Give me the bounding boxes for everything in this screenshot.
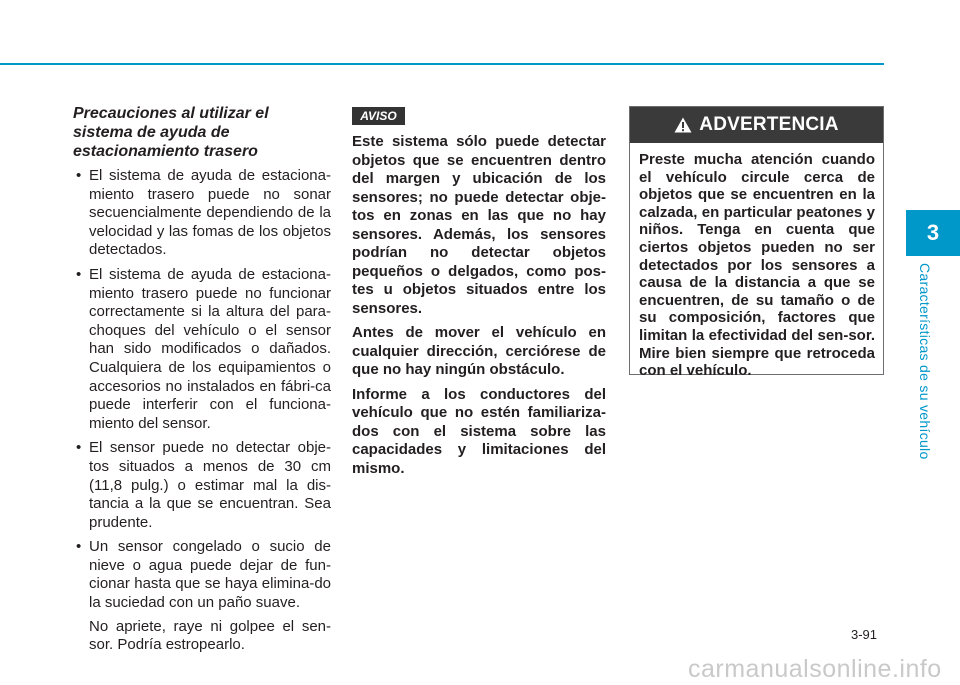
list-item <box>73 439 331 532</box>
list-item <box>73 538 331 655</box>
section-title: Precauciones al utilizar el sistema de ayuda de estacionamiento trasero <box>73 105 269 160</box>
aviso-notice <box>352 133 606 484</box>
warning-text: Preste mucha atención cuando el vehículo circule cerca de objetos que se encuentren en la calzada, en particular peatones y niños. Tenga en cuenta que ciertos objetos pueden no ser detectados por los sensores a causa de la distancia a que se encuentren, de su tamaño o de su composición, factores que limitan la efectividad del sen-sor. Mire bien siempre que retroceda con el vehículo. <box>639 151 875 380</box>
aviso-paragraph: Antes de mover el vehículo en cualquier dirección, cerciórese de que no hay ningún obstáculo. <box>352 324 606 378</box>
warning-title: ADVERTENCIA <box>699 114 839 135</box>
list-item <box>73 167 331 260</box>
header-rule <box>0 63 884 65</box>
precaution-list <box>73 167 331 655</box>
aviso-paragraph: Este sistema sólo puede detectar objetos que se encuentren dentro del margen y ubicación de los sensores; no puede detectar obje-tos en zonas en las que no hay sensores. Además, los sensores podrían no detectar objetos pequeños o delgados, como pos-tes u objetos situados entre los sensores. <box>352 133 606 317</box>
list-item <box>73 266 331 433</box>
bullet-note: No apriete, raye ni golpee el sen-sor. Podría estropearlo. <box>89 617 331 654</box>
list-item-text: El sistema de ayuda de estaciona-miento trasero puede no sonar secuencialmente dependiendo de la velocidad y las fomas de los objetos detectados. <box>89 167 331 259</box>
left-column <box>73 104 331 661</box>
watermark: carmanualsonline.info <box>688 655 942 683</box>
chapter-number-tab: 3 <box>906 210 960 256</box>
list-item-text: El sistema de ayuda de estaciona-miento trasero puede no funcionar correctamente si la altura del para-choques del vehículo o el sensor han sido modificados o dañados. Cualquiera de los equipamientos o accesorios no instalados en fábri-ca puede interferir con el funciona-miento del sensor. <box>89 265 331 432</box>
warning-box <box>629 106 884 380</box>
warning-header <box>630 107 883 143</box>
chapter-title: Características de su vehículo <box>917 263 933 460</box>
list-item-text: El sensor puede no detectar obje-tos situados a menos de 30 cm (11,8 pulg.) o estimar mal la dis-tancia a la que se encuentran. Sea prudente. <box>89 439 331 531</box>
aviso-paragraph: Informe a los conductores del vehículo que no estén familiariza-dos con el sistema sobre las capacidades y limitaciones del mismo. <box>352 385 606 477</box>
aviso-label: AVISO <box>352 107 405 125</box>
warning-triangle-icon <box>674 117 692 133</box>
list-item-text: Un sensor congelado o sucio de nieve o agua puede dejar de fun-cionar hasta que se haya elimina-do la suciedad con un paño suave. <box>89 538 331 612</box>
page-number: 3-91 <box>851 627 878 642</box>
